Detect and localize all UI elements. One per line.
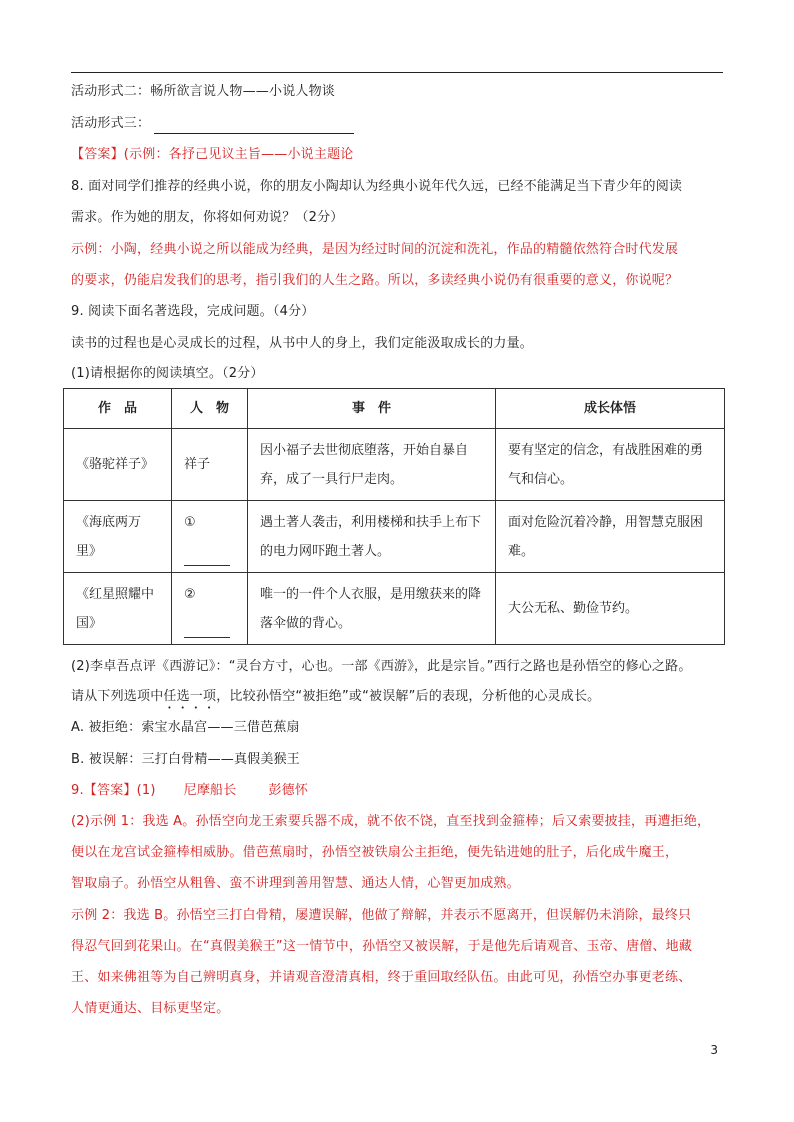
- answer-9-blank2: 彭德怀: [268, 783, 309, 798]
- blank-2-label: ②: [184, 586, 196, 602]
- activity-3-label: 活动形式三：: [71, 116, 151, 131]
- cell-person: [172, 501, 248, 573]
- answer-9-ex1-line3: 智取扇子。孙悟空从粗鲁、蛮不讲理到善用智慧、通达人情，心智更加成熟。: [71, 876, 520, 891]
- cell-work: 《骆驼祥子》: [64, 429, 172, 501]
- header-work: 作 品: [64, 389, 172, 429]
- option-b: B. 被误解：三打白骨精——真假美猴王: [71, 752, 300, 767]
- header-rule: [71, 72, 723, 73]
- question-8-line2: 需求。作为她的朋友，你将如何劝说？（2分）: [71, 210, 344, 225]
- option-a: A. 被拒绝：索宝水晶宫——三借芭蕉扇: [71, 720, 300, 735]
- cell-event: 因小福子去世彻底堕落，开始自暴自弃，成了一具行尸走肉。: [248, 429, 496, 501]
- answer-7: 【答案】(示例：各抒己见议主旨——小说主题论: [71, 147, 354, 162]
- header-insight: 成长体悟: [496, 389, 725, 429]
- activity-3: [71, 114, 354, 134]
- blank-1-line: [184, 549, 230, 566]
- header-event: 事 件: [248, 389, 496, 429]
- table-row: [64, 429, 725, 501]
- blank-1-label: ①: [184, 514, 196, 530]
- answer-9-ex2-line3: 王、如来佛祖等为自己辨明真身，并请观音澄清真相，终于重回取经队伍。由此可见，孙悟空办事更老练、: [71, 970, 692, 985]
- cell-person: 祥子: [172, 429, 248, 501]
- cell-insight: 面对危险沉着冷静，用智慧克服困难。: [496, 501, 725, 573]
- cell-event: 遇土著人袭击，利用楼梯和扶手上布下的电力网吓跑土著人。: [248, 501, 496, 573]
- question-9-part2-line2: [71, 687, 600, 712]
- cell-insight: 大公无私、勤俭节约。: [496, 573, 725, 645]
- question-9-intro: 读书的过程也是心灵成长的过程，从书中人的身上，我们定能汲取成长的力量。: [71, 336, 534, 351]
- cell-insight: 要有坚定的信念，有战胜困难的勇气和信心。: [496, 429, 725, 501]
- answer-9-label: 9.【答案】(1): [71, 783, 156, 798]
- question-8-line1: 8. 面对同学们推荐的经典小说，你的朋友小陶却认为经典小说年代久远，已经不能满足当下青少年的阅读: [71, 179, 683, 194]
- answer-9-ex1-line2: 便以在龙宫试金箍棒相威胁。借芭蕉扇时，孙悟空被铁扇公主拒绝，便先钻进她的肚子，后化成牛魔王，: [71, 845, 679, 860]
- table-row: [64, 501, 725, 573]
- answer-9-ex1-line1: (2)示例 1：我选 A。孙悟空向龙王索要兵器不成，就不依不饶，直至找到金箍棒；后又索要披挂，再遭拒绝，: [71, 814, 711, 829]
- part2-emphasis: 任选一项: [163, 689, 217, 704]
- cell-work: 《红星照耀中国》: [64, 573, 172, 645]
- cell-event: 唯一的一件个人衣服，是用缴获来的降落伞做的背心。: [248, 573, 496, 645]
- cell-person: [172, 573, 248, 645]
- question-9-part1: (1)请根据你的阅读填空。（2分）: [71, 366, 264, 381]
- part2-prefix: 请从下列选项中: [71, 689, 164, 704]
- cell-work: 《海底两万里》: [64, 501, 172, 573]
- page-number: 3: [710, 1043, 718, 1057]
- reading-table: [63, 388, 725, 645]
- answer-9-ex2-line4: 人情更通达、目标更坚定。: [71, 1001, 230, 1016]
- table-header-row: [64, 389, 725, 429]
- table-row: [64, 573, 725, 645]
- part2-suffix: ，比较孙悟空“被拒绝”或“被误解”后的表现，分析他的心灵成长。: [216, 689, 601, 704]
- answer-8-line1: 示例：小陶，经典小说之所以能成为经典，是因为经过时间的沉淀和洗礼，作品的精髓依然符合时代发展: [71, 242, 679, 257]
- answer-9-ex2-line2: 得忍气回到花果山。在“真假美猴王”这一情节中，孙悟空又被误解，于是他先后请观音、玉帝、唐僧、地藏: [71, 939, 693, 954]
- answer-9-part1: [71, 781, 308, 801]
- answer-9-ex2-line1: 示例 2：我选 B。孙悟空三打白骨精，屡遭误解，他做了辩解，并表示不愿离开，但误解仍未消除，最终只: [71, 908, 692, 923]
- question-9-part2-line1: (2)李卓吾点评《西游记》：“灵台方寸，心也。一部《西游》，此是宗旨。”西行之路也是孙悟空的修心之路。: [71, 659, 692, 674]
- blank-2-line: [184, 621, 230, 638]
- question-9-title: 9. 阅读下面名著选段，完成问题。（4分）: [71, 304, 315, 319]
- answer-8-line2: 的要求，仍能启发我们的思考，指引我们的人生之路。所以，多读经典小说仍有很重要的意义，你说呢？: [71, 273, 679, 288]
- answer-9-blank1: 尼摩船长: [183, 783, 237, 798]
- header-person: 人 物: [172, 389, 248, 429]
- activity-3-blank: [154, 119, 354, 134]
- activity-2: 活动形式二：畅所欲言说人物——小说人物谈: [71, 84, 336, 99]
